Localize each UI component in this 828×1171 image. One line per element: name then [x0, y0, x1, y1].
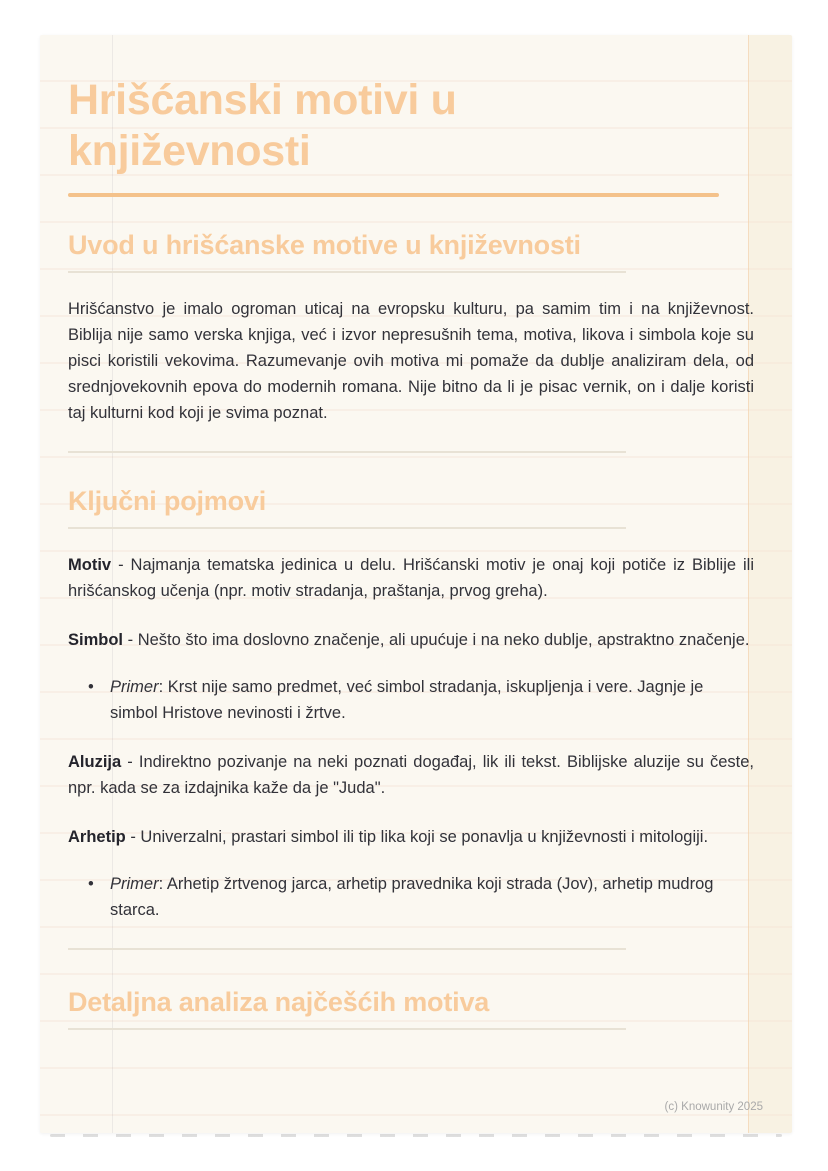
section-heading-key-terms: Ključni pojmovi	[68, 486, 626, 529]
section-detailed-analysis	[68, 987, 754, 1030]
term-label-arhetip: Arhetip	[68, 828, 126, 846]
section-divider	[68, 451, 626, 453]
term-label-simbol: Simbol	[68, 631, 124, 649]
term-desc-arhetip: - Univerzalni, prastari simbol ili tip lika koji se ponavlja u književnosti i mitologiji.	[130, 828, 709, 846]
definition-simbol	[68, 627, 754, 653]
term-desc-simbol: - Nešto što ima doslovno značenje, ali upućuje i na neko dublje, apstraktno značenje.	[127, 631, 750, 649]
section-intro	[68, 230, 754, 426]
example-list-item-arhetip	[88, 871, 754, 923]
term-label-motiv: Motiv	[68, 556, 112, 574]
document-content	[40, 35, 792, 1030]
section-heading-analysis: Detaljna analiza najčešćih motiva	[68, 987, 626, 1030]
example-text-arhetip	[110, 871, 754, 923]
title-divider	[68, 193, 719, 197]
definition-motiv	[68, 552, 754, 604]
document-title: Hrišćanski motivi u književnosti	[68, 76, 457, 175]
term-desc-aluzija: - Indirektno pozivanje na neki poznati događaj, lik ili tekst. Biblijske aluzije su česte, npr. kada se za izdajnika kaže da je "Juda".	[68, 753, 754, 797]
definition-aluzija	[68, 749, 754, 801]
term-desc-motiv: - Najmanja tematska jedinica u delu. Hrišćanski motiv je onaj koji potiče iz Biblije ili hrišćanskog učenja (npr. motiv stradanja, praštanja, prvog greha).	[68, 556, 755, 600]
term-label-aluzija: Aluzija	[68, 753, 122, 771]
bullet-icon: •	[88, 678, 94, 696]
page-bottom-edge	[50, 1134, 782, 1137]
example-lead-arhetip: Primer	[110, 875, 159, 893]
example-list-item-simbol	[88, 674, 754, 726]
document-page	[40, 35, 792, 1133]
section-heading-intro: Uvod u hrišćanske motive u književnosti	[68, 230, 626, 273]
intro-paragraph: Hrišćanstvo je imalo ogroman uticaj na evropsku kulturu, pa samim tim i na književnost. Biblija nije samo verska knjiga, već i izvor nepresušnih tema, motiva, likova i simbola koje su pisci koristili vekovima. Razumevanje ovih motiva mi pomaže da dublje analiziram dela, od srednjovekovnih epova do modernih romana. Nije bitno da li je pisac vernik, on i dalje koristi taj kulturni kod koji je svima poznat.	[68, 300, 754, 422]
example-body-arhetip: : Arhetip žrtvenog jarca, arhetip pravednika koji strada (Jov), arhetip mudrog starca.	[110, 875, 714, 919]
example-lead-simbol: Primer	[110, 678, 159, 696]
definition-arhetip	[68, 824, 754, 850]
example-text-simbol	[110, 674, 754, 726]
section-key-terms	[68, 486, 754, 923]
example-body-simbol: : Krst nije samo predmet, već simbol stradanja, iskupljenja i vere. Jagnje je simbol Hristove nevinosti i žrtve.	[110, 678, 704, 722]
copyright-footer: (c) Knowunity 2025	[664, 1101, 763, 1113]
section-divider	[68, 948, 626, 950]
bullet-icon: •	[88, 875, 94, 893]
